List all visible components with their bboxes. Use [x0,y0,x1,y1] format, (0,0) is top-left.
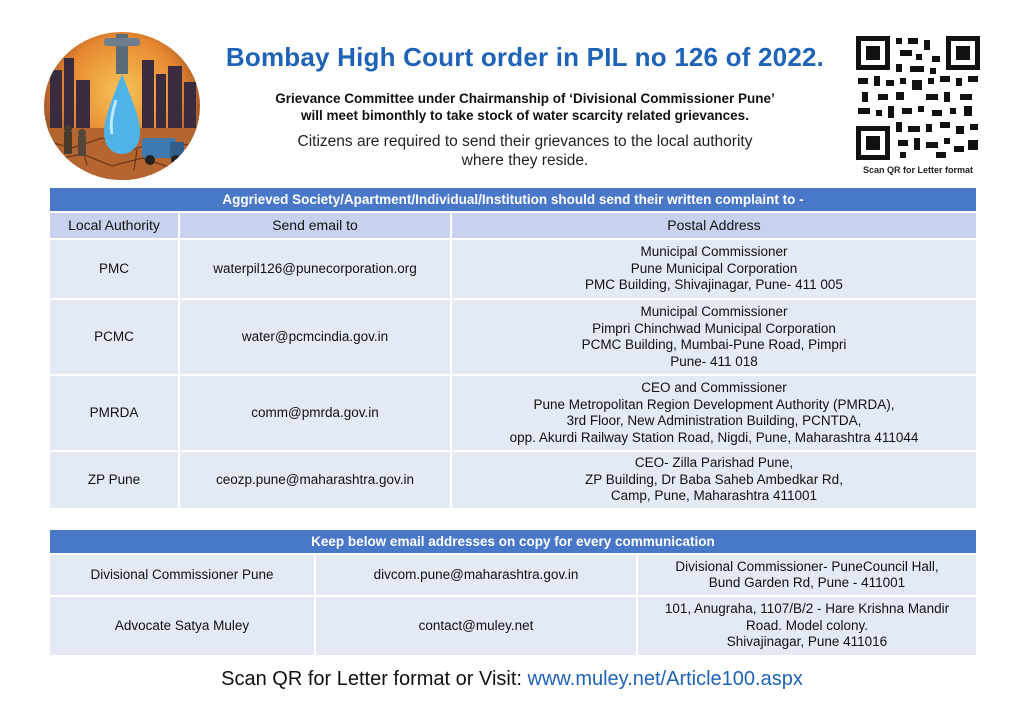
committee-subtitle [215,90,835,124]
address-line: Municipal Commissioner [640,244,788,260]
copy-email[interactable]: contact@muley.net [316,597,638,657]
table-row [50,300,976,376]
copy-table [50,555,976,657]
copy-address [638,597,976,657]
address-line: PCMC Building, Mumbai-Pune Road, Pimpri [581,337,847,352]
authority-name: ZP Pune [50,452,180,510]
complaint-band: Aggrieved Society/Apartment/Individual/Institution should send their written complaint to - [50,188,976,211]
table-header-row [50,213,976,240]
address-line: Pimpri Chinchwad Municipal Corporation [592,320,836,336]
address-line: 101, Anugraha, 1107/B/2 - Hare Krishna Mandir [664,601,950,617]
footer [0,668,1024,691]
address-line: PMC Building, Shivajinagar, Pune- 411 005 [585,277,843,293]
authority-email[interactable]: water@pcmcindia.gov.in [180,300,452,376]
copy-email[interactable]: divcom.pune@maharashtra.gov.in [316,555,638,597]
citizens-note [215,132,835,170]
authority-name: PMRDA [50,376,180,452]
copy-name: Divisional Commissioner Pune [50,555,316,597]
header-email: Send email to [180,213,452,240]
address-line: CEO and Commissioner [641,380,787,395]
table-row [50,452,976,510]
address-line: opp. Akurdi Railway Station Road, Nigdi, Pune, Maharashtra 411044 [509,429,919,445]
authority-email[interactable]: comm@pmrda.gov.in [180,376,452,452]
authority-email[interactable]: ceozp.pune@maharashtra.gov.in [180,452,452,510]
subtitle-line: will meet bimonthly to take stock of water scarcity related grievances. [301,108,749,123]
address-line: ZP Building, Dr Baba Saheb Ambedkar Rd, [585,471,843,487]
table-row [50,597,976,657]
footer-link[interactable]: www.muley.net/Article100.aspx [527,668,803,690]
authority-address [452,452,976,510]
address-line: Camp, Pune, Maharashtra 411001 [610,488,818,504]
address-line: Bund Garden Rd, Pune - 411001 [708,575,906,590]
address-line: Municipal Commissioner [640,304,788,319]
authority-email[interactable]: waterpil126@punecorporation.org [180,240,452,300]
address-line: Road. Model colony. [745,617,869,633]
table-row [50,240,976,300]
water-scarcity-illustration [42,30,202,182]
header-address: Postal Address [452,213,976,240]
table-row [50,376,976,452]
page-title: Bombay High Court order in PIL no 126 of 2022. [225,42,825,72]
copy-name: Advocate Satya Muley [50,597,316,657]
address-line: CEO- Zilla Parishad Pune, [634,455,794,471]
address-line: Shivajinagar, Pune 411016 [726,634,888,650]
table-row [50,555,976,597]
copy-band: Keep below email addresses on copy for every communication [50,530,976,553]
qr-code [856,36,980,160]
header-authority: Local Authority [50,213,180,240]
authority-name: PMC [50,240,180,300]
address-line: Divisional Commissioner- PuneCouncil Hall, [675,558,939,574]
footer-text: Scan QR for Letter format or Visit: [221,668,528,690]
subtitle-line: Grievance Committee under Chairmanship of ‘Divisional Commissioner Pune’ [275,91,775,106]
address-line: Pune Municipal Corporation [630,260,798,276]
address-line: Pune Metropolitan Region Development Authority (PMRDA), [533,396,895,412]
authority-name: PCMC [50,300,180,376]
copy-address [638,555,976,597]
address-line: Pune- 411 018 [670,353,758,369]
note-line: Citizens are required to send their grievances to the local authority [297,133,753,150]
qr-caption: Scan QR for Letter format [862,165,974,175]
authority-address [452,376,976,452]
authorities-table [50,213,976,510]
authority-address [452,300,976,376]
authority-address [452,240,976,300]
address-line: 3rd Floor, New Administration Building, PCNTDA, [566,413,862,428]
note-line: where they reside. [461,152,589,169]
